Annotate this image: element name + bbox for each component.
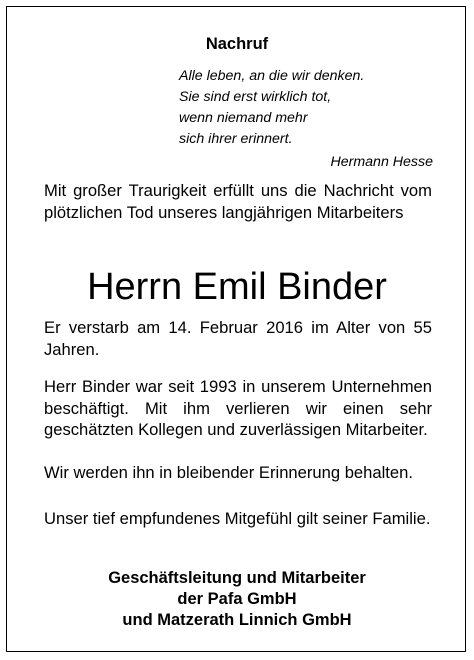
signature-line: der Pafa GmbH	[177, 590, 297, 608]
signature-line: und Matzerath Linnich GmbH	[122, 611, 352, 629]
signature-line: Geschäftsleitung und Mitarbeiter	[108, 569, 366, 587]
body-paragraph-employment: Herr Binder war seit 1993 in unserem Unternehmen beschäftigt. Mit ihm verlieren wir einen sehr geschätzten Kollegen und zuverlässigen Mitarbeiter.	[44, 377, 432, 440]
body-paragraph-condolence: Unser tief empfundenes Mitgefühl gilt seiner Familie.	[44, 509, 431, 528]
poem-author: Hermann Hesse	[330, 154, 433, 170]
signature-block	[0, 568, 474, 631]
obituary-heading: Nachruf	[205, 35, 269, 53]
death-notice-text: Er verstarb am 14. Februar 2016 im Alter von 55 Jahren.	[44, 318, 432, 359]
deceased-name: Herrn Emil Binder	[87, 266, 387, 308]
poem-line: Sie sind erst wirklich tot,	[179, 89, 332, 105]
poem-line: wenn niemand mehr	[179, 110, 308, 126]
poem-line: sich ihrer erinnert.	[179, 131, 293, 147]
poem-quote	[179, 66, 433, 173]
body-paragraph-remembrance: Wir werden ihn in bleibender Erinnerung behalten.	[44, 463, 413, 482]
poem-line: Alle leben, an die wir denken.	[179, 68, 365, 84]
intro-text: Mit großer Traurigkeit erfüllt uns die Nachricht vom plötzlichen Tod unseres langjährigen Mitarbeiters	[44, 181, 432, 222]
